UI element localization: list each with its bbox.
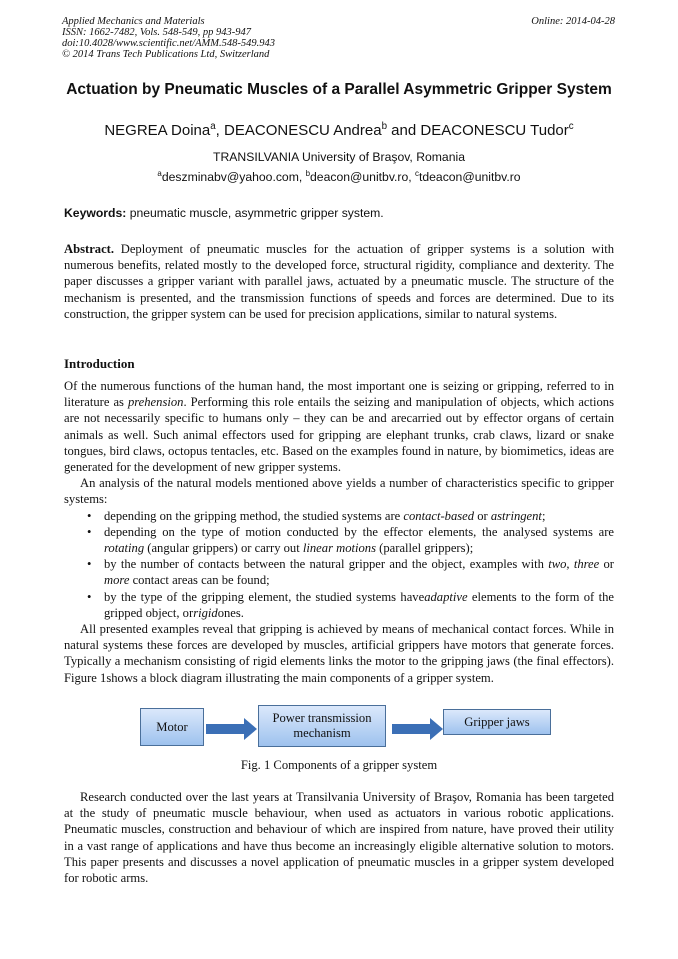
abstract-text: Deployment of pneumatic muscles for the actuation of gripper systems is a solution with numerous benefits, related mostly to the developed force, structural rigidity, compliance and dexterity. The paper discusses a gripper variant with parallel jaws, actuated by a pneumatic muscle. The structure of the mechanism is presented, and the transmission functions of speeds and forces are determined. Due to its construction, the gripper system can be used for precision applications, similar to natural systems. — [64, 242, 614, 321]
abstract — [64, 241, 614, 322]
email-list: $^a$deszminabv@yahoo.com, $^b$deacon@unitbv.ro, $^c$tdeacon@unitbv.ro — [157, 168, 521, 184]
author-2: DEACONESCU Andrea — [224, 122, 382, 139]
affiliation: TRANSILVANIA University of Braşov, Romania — [213, 150, 465, 164]
research-paragraph: Research conducted over the last years at Transilvania University of Braşov, Romania has been targeted at the study of pneumatic muscle behaviour, when used as actuators in various robotic applications. Pneumatic muscles, construction and behaviour of which are inspired from nature, have proved their utility in a vast range of applications and have thus become an increasingly eligible alternative solution to motors. This paper presents and discusses a novel application of pneumatic muscles in a gripper system developed for robotic arms. — [64, 790, 614, 886]
email-link[interactable]: tdeacon@unitbv.ro — [418, 170, 521, 184]
paper-title: Actuation by Pneumatic Muscles of a Parallel Asymmetric Gripper System — [66, 81, 612, 98]
keywords — [64, 206, 384, 220]
journal-header — [62, 16, 275, 60]
author-1: NEGREA Doina — [104, 122, 211, 139]
figure-caption: Fig. 1 Components of a gripper system — [240, 758, 438, 772]
keywords-label: Keywords: — [64, 206, 127, 220]
doi-line[interactable]: doi:10.4028/www.scientific.net/AMM.548-549.943 — [62, 38, 275, 49]
figure-1-diagram — [0, 705, 678, 755]
diagram-box-transmission: Power transmission mechanism — [258, 705, 386, 747]
paragraph: An analysis of the natural models mentioned above yields a number of characteristics specific to gripper systems: — [64, 476, 614, 507]
paragraph: All presented examples reveal that gripping is achieved by means of mechanical contact forces. While in natural systems these forces are developed by muscles, artificial grippers have motors that generate forces. Typically a mechanism consisting of rigid elements links the motor to the gripping jaws (the final effectors). Figure 1shows a block diagram illustrating the main components of a gripper system. — [64, 622, 614, 685]
arrow-right-icon — [392, 717, 444, 741]
list-item: • depending on the gripping method, the studied systems are contact-based or astringent; — [104, 508, 614, 524]
diagram-box-motor: Motor — [140, 708, 204, 746]
copyright-line: © 2014 Trans Tech Publications Ltd, Switzerland — [62, 49, 270, 60]
author-list: NEGREA Doina$^a$, DEACONESCU Andrea$^b$ and DEACONESCU Tudor$^c$ — [104, 121, 574, 139]
diagram-box-gripper-jaws: Gripper jaws — [443, 709, 551, 735]
characteristics-list — [64, 508, 614, 621]
online-date: Online: 2014-04-28 — [531, 16, 615, 27]
author-3: DEACONESCU Tudor — [420, 122, 569, 139]
section-heading: Introduction — [64, 356, 135, 371]
abstract-label: Abstract. — [64, 242, 115, 256]
arrow-right-icon — [206, 717, 258, 741]
list-item: • by the type of the gripping element, the studied systems haveadaptive elements to the form of the gripped object, orrigidones. — [104, 589, 614, 621]
journal-name: Applied Mechanics and Materials — [62, 16, 205, 27]
keywords-text: pneumatic muscle, asymmetric gripper system. — [126, 206, 384, 220]
issn-line: ISSN: 1662-7482, Vols. 548-549, pp 943-947 — [62, 27, 251, 38]
paragraph: Of the numerous functions of the human hand, the most important one is seizing or gripping, referred to in literature as prehension. Performing this role entails the seizing and manipulation of objects, which actions are not necessarily specific to humans only – they can be and arecarried out by effector organs of certain animals as well. Such animal effectors used for gripping are elephant trunks, crab claws, lizard or snake tongues, bird claws, octopus tentacles, etc. Based on the examples found in nature, by biomimetics, ideas are generated for the development of new gripper systems. — [64, 379, 614, 475]
email-link[interactable]: deacon@unitbv.ro, — [310, 170, 415, 184]
introduction-body — [64, 378, 614, 686]
list-item: • by the number of contacts between the natural gripper and the object, examples with two, three or more contact areas can be found; — [104, 556, 614, 588]
list-item: • depending on the type of motion conducted by the effector elements, the analysed systems are rotating (angular grippers) or carry out linear motions (parallel grippers); — [104, 524, 614, 556]
email-link[interactable]: deszminabv@yahoo.com, — [161, 170, 306, 184]
